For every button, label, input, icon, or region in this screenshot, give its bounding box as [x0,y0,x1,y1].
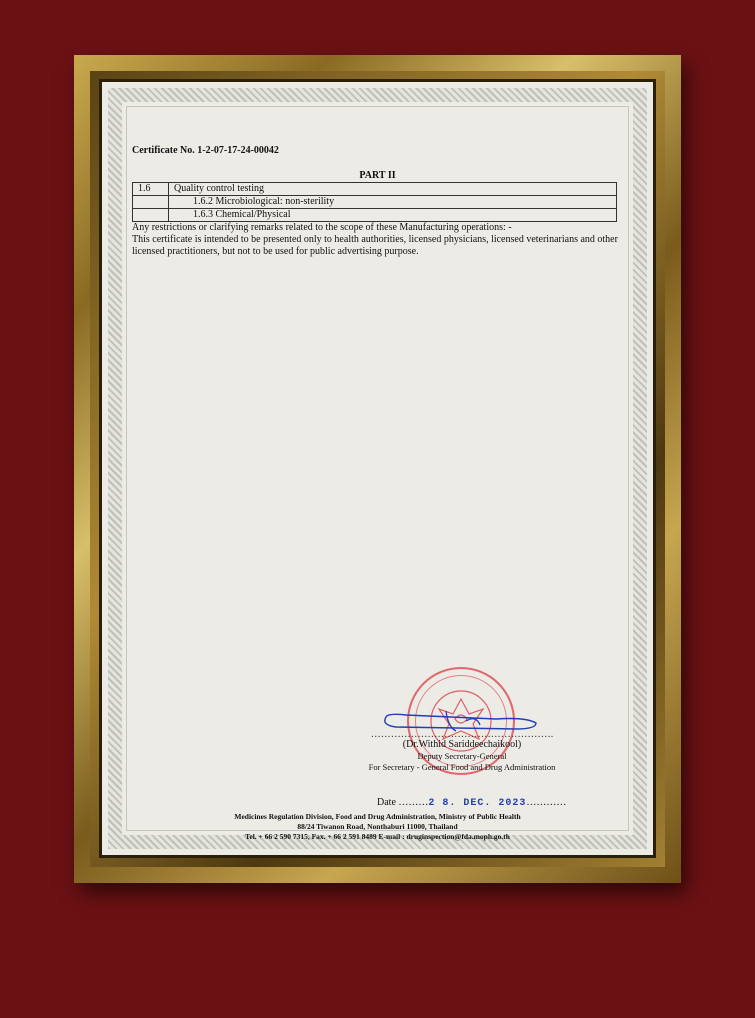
certificate-document [102,82,653,855]
footer-line: 88/24 Tiwanon Road, Nonthaburi 11000, Thailand [297,822,458,831]
signatory-title: Deputy Secretary-General [417,751,507,761]
document-content [102,82,653,855]
usage-statement: This certificate is intended to be presented only to health authorities, licensed physicians, licensed veterinarians and other licensed practitioners, but not to be used for public advertising purpose. [132,234,618,257]
part-title: PART II [359,170,396,181]
row-text: 1.6.3 Chemical/Physical [169,209,617,222]
row-text: Quality control testing [169,183,617,196]
footer-line: Medicines Regulation Division, Food and Drug Administration, Ministry of Public Health [234,812,521,821]
footer-line: Tel. + 66 2 590 7315, Fax. + 66 2 591 8489 E-mail : druginspection@fda.moph.go.th [245,832,510,841]
row-number [133,196,169,209]
date-trail: ………… [526,797,567,808]
table-row [133,183,617,196]
signatory-name: (Dr.Withid Sariddeechaikool) [402,739,522,750]
row-number [133,209,169,222]
picture-frame [74,55,681,883]
frame-molding [90,71,665,867]
table-row [133,196,617,209]
issuer-footer [102,812,653,842]
signature-line: ………………………………………………. [370,729,554,740]
row-text: 1.6.2 Microbiological: non-sterility [169,196,617,209]
certificate-number: Certificate No. 1-2-07-17-24-00042 [132,145,279,156]
remarks-block [132,222,618,258]
date-line [377,797,566,809]
row-number: 1.6 [133,183,169,196]
table-row [133,209,617,222]
remarks-line: Any restrictions or clarifying remarks related to the scope of these Manufacturing operations: - [132,222,512,233]
date-label: Date ……… [377,797,429,808]
date-stamp: 2 8. DEC. 2023 [428,798,527,809]
signatory-for-line: For Secretary - General Food and Drug Administration [368,762,556,772]
frame-bevel [99,79,656,858]
quality-control-table [132,182,617,222]
